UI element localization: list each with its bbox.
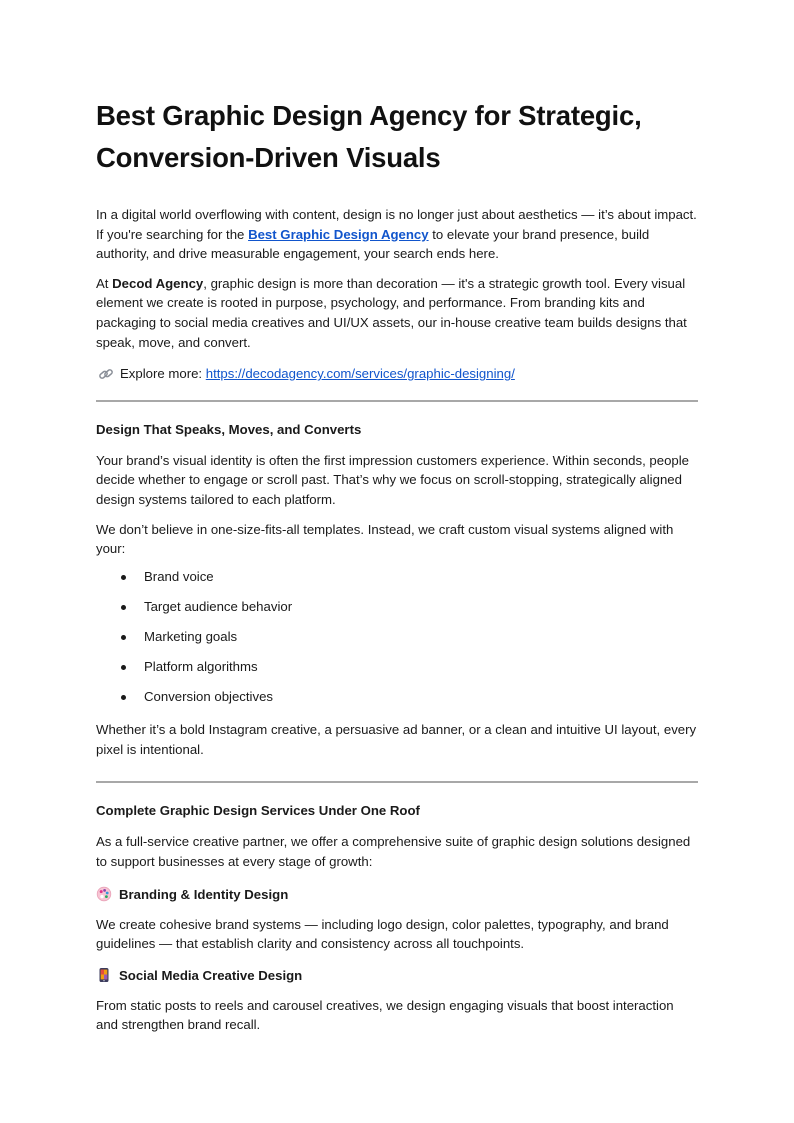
best-graphic-design-agency-link[interactable]: Best Graphic Design Agency [248, 226, 429, 242]
list-item [144, 687, 698, 707]
section-divider-1 [96, 400, 698, 402]
bullet-icon [121, 665, 126, 670]
page-title: Best Graphic Design Agency for Strategic, Conversion-Driven Visuals [96, 100, 642, 173]
service-heading-branding [96, 885, 698, 904]
list-item-text: Conversion objectives [144, 688, 274, 704]
list-item [144, 657, 698, 677]
service-title: Social Media Creative Design [119, 967, 303, 983]
bullet-icon [121, 605, 126, 610]
explore-more-line [96, 364, 698, 384]
explore-url-link[interactable]: https://decodagency.com/services/graphic-designing/ [205, 366, 515, 382]
phone-icon [96, 967, 112, 983]
list-item [144, 627, 698, 647]
bullet-icon [121, 575, 126, 580]
section2-heading: Complete Graphic Design Services Under One Roof [96, 803, 420, 819]
bullet-icon [121, 635, 126, 640]
service-description-branding: We create cohesive brand systems — including logo design, color palettes, typography, and brand guidelines — that establish clarity and consistency across all touchpoints. [96, 916, 669, 952]
section2-paragraph-1: As a full-service creative partner, we offer a comprehensive suite of graphic design solutions designed to support businesses at every stage of growth: [96, 834, 691, 870]
section1-heading: Design That Speaks, Moves, and Converts [96, 421, 362, 437]
intro-p2-before: At [96, 275, 113, 291]
list-item [144, 567, 698, 587]
section1-paragraph-3: Whether it’s a bold Instagram creative, a persuasive ad banner, or a clean and intuitive UI layout, every pixel is intentional. [96, 722, 697, 757]
document-page [96, 95, 698, 1035]
intro-paragraph-2 [96, 274, 698, 352]
intro-p2-after: , graphic design is more than decoration — it's a strategic growth tool. Every visual element we create is rooted in purpose, psychology, and performance. From branding kits and packaging to social media creatives and UI/UX assets, our in-house creative team builds designs that speak, move, and convert. [96, 275, 687, 350]
explore-label: Explore more: [120, 366, 203, 382]
section1-paragraph-1: Your brand’s visual identity is often the first impression customers experience. Within seconds, people decide whether to engage or scroll past. That’s why we focus on scroll-stopping, strategically aligned design systems tailored to each platform. [96, 452, 690, 507]
intro-p1-after: to elevate your brand presence, build authority, and drive measurable engagement, your search ends here. [96, 226, 650, 262]
service-heading-social [96, 966, 698, 985]
link-icon [98, 366, 114, 382]
intro-paragraph-1 [96, 205, 698, 264]
list-item-text: Marketing goals [144, 628, 238, 644]
agency-name: Decod Agency [112, 275, 204, 291]
section-divider-2 [96, 781, 698, 783]
bullet-list [96, 567, 698, 707]
intro-p1-before: In a digital world overflowing with content, design is no longer just about aesthetics — it’s about impact. If you're searching for the [96, 207, 697, 242]
bullet-icon [121, 695, 126, 700]
list-item-text: Brand voice [144, 568, 214, 584]
service-title: Branding & Identity Design [119, 886, 289, 902]
service-description-social: From static posts to reels and carousel creatives, we design engaging visuals that boost interaction and strengthen brand recall. [96, 997, 674, 1033]
list-item [144, 597, 698, 617]
list-item-text: Target audience behavior [144, 598, 293, 614]
list-item-text: Platform algorithms [144, 658, 258, 674]
section1-paragraph-2: We don’t believe in one-size-fits-all templates. Instead, we craft custom visual systems aligned with your: [96, 521, 674, 557]
palette-icon [96, 886, 112, 902]
